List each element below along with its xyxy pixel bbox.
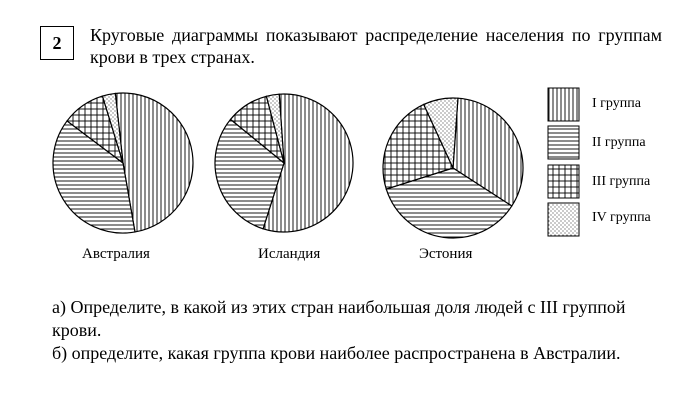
legend-swatch-group-1 [548,88,579,121]
legend-swatch-group-2 [548,126,579,159]
legend-label-group-1: I группа [592,96,641,111]
country-label-australia: Австралия [82,246,150,262]
legend-swatch-group-3 [548,165,579,198]
task-number: 2 [40,26,74,60]
task-intro: Круговые диаграммы показывают распределение населения по группам крови в трех странах. [90,25,662,67]
country-label-estonia: Эстония [419,246,473,262]
questions [52,296,672,365]
country-label-iceland: Исландия [258,246,321,262]
legend-label-group-3: III группа [592,174,651,189]
legend-swatch-group-4 [548,203,579,236]
question-b: б) определите, какая группа крови наиболее распространена в Австралии. [52,343,621,363]
legend-label-group-4: IV группа [592,210,651,225]
legend-label-group-2: II группа [592,135,646,150]
question-a: а) Определите, в какой из этих стран наибольшая доля людей с III группой крови. [52,297,626,340]
